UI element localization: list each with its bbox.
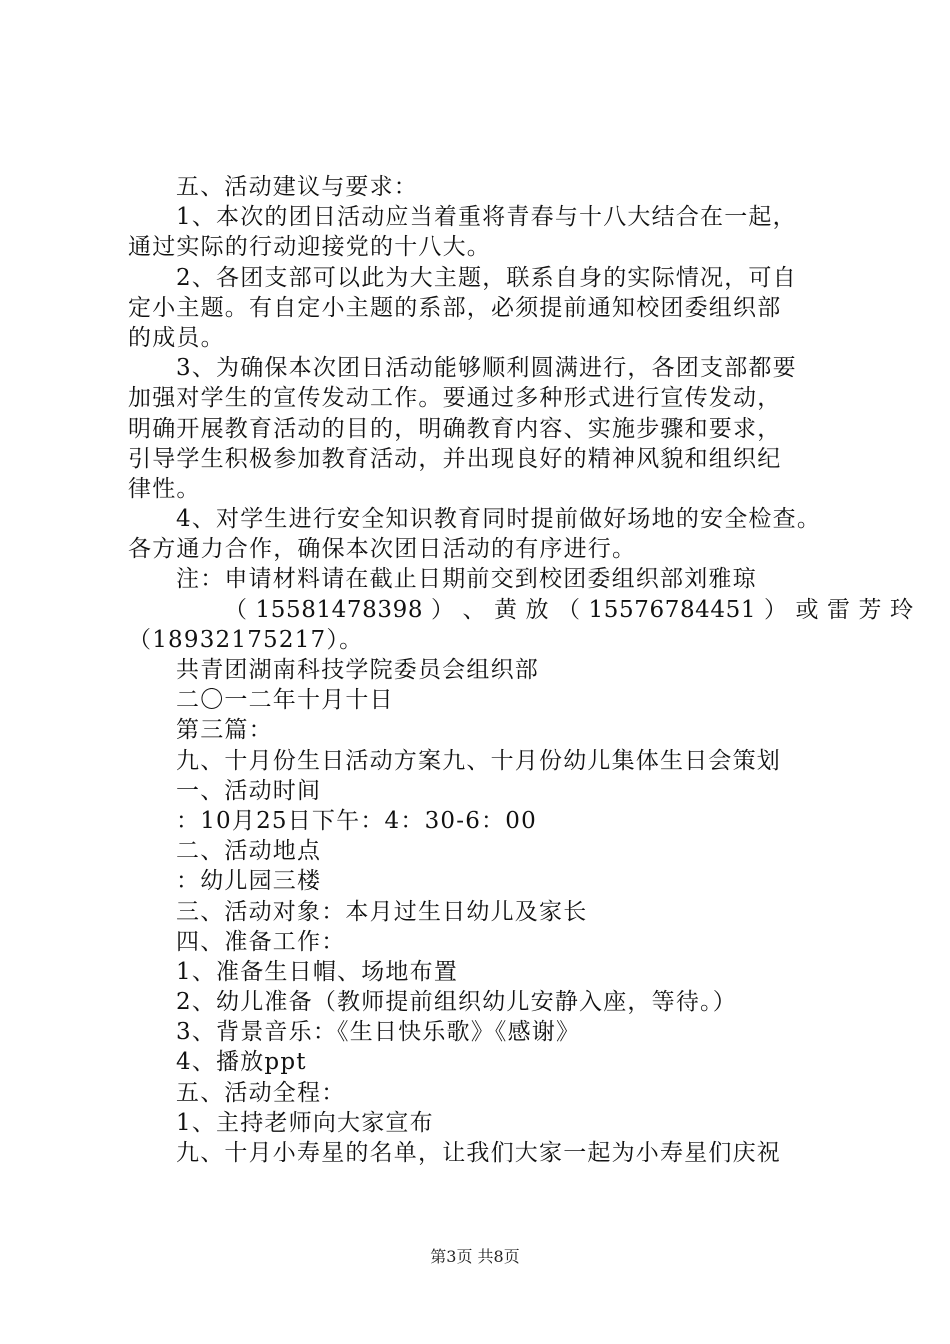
paragraph-line: 律性。 [128,475,201,502]
paragraph-line: 各方通力合作，确保本次团日活动的有序进行。 [128,536,637,563]
chapter-heading: 第三篇： [176,717,273,744]
page-number: 第3页 共8页 [430,1247,520,1266]
paragraph-line: 明确开展教育活动的目的，明确教育内容、实施步骤和要求， [128,415,782,442]
section-heading: 三、活动对象：本月过生日幼儿及家长 [176,898,588,925]
paragraph-line: 引导学生积极参加教育活动，并出现良好的精神风貌和组织纪 [128,445,782,472]
list-item: 4、播放ppt [176,1049,307,1076]
document-body [128,172,914,1168]
note-line: 注：申请材料请在截止日期前交到校团委组织部刘雅琼 [176,566,757,593]
organization-signature: 共青团湖南科技学院委员会组织部 [176,657,539,683]
section-heading: 五、活动建议与要求： [176,174,418,200]
list-item: 3、背景音乐：《生日快乐歌》《感谢》 [176,1019,581,1046]
section-heading: 五、活动全程： [176,1079,346,1106]
note-contact-line: （18932175217）。 [128,626,364,653]
paragraph-line: 3、为确保本次团日活动能够顺利圆满进行，各团支部都要 [176,355,797,382]
paragraph-line: 4、对学生进行安全知识教育同时提前做好场地的安全检查。 [176,506,822,533]
list-item: 1、主持老师向大家宣布 [176,1109,434,1136]
paragraph-line: 2、各团支部可以此为大主题，联系自身的实际情况，可自 [176,264,797,291]
paragraph-line: 的成员。 [128,324,225,351]
paragraph-line: ：幼儿园三楼 [176,868,322,895]
list-item: 1、准备生日帽、场地布置 [176,958,459,985]
paragraph-line: 加强对学生的宣传发动工作。要通过多种形式进行宣传发动， [128,385,782,412]
paragraph-line: 1、本次的团日活动应当着重将青春与十八大结合在一起， [176,204,797,231]
date-signature: 二〇一二年十月十日 [176,687,394,714]
section-heading: 二、活动地点 [176,838,322,865]
paragraph-line: 定小主题。有自定小主题的系部，必须提前通知校团委组织部 [128,294,782,321]
note-contact-line: （ 15581478398 ） 、 黄 放 （ 15576784451 ） 或 雷 芳 玲 [224,596,914,623]
section-heading: 一、活动时间 [176,777,322,804]
section-heading: 四、准备工作： [176,928,346,955]
paragraph-line: 九、十月小寿星的名单，让我们大家一起为小寿星们庆祝 [176,1140,781,1166]
chapter-title: 九、十月份生日活动方案九、十月份幼儿集体生日会策划 [176,747,781,774]
list-item: 2、幼儿准备（教师提前组织幼儿安静入座，等待。） [176,989,737,1016]
paragraph-line: 通过实际的行动迎接党的十八大。 [128,234,491,261]
paragraph-line: ：10月25日下午：4：30-6：00 [176,807,537,834]
